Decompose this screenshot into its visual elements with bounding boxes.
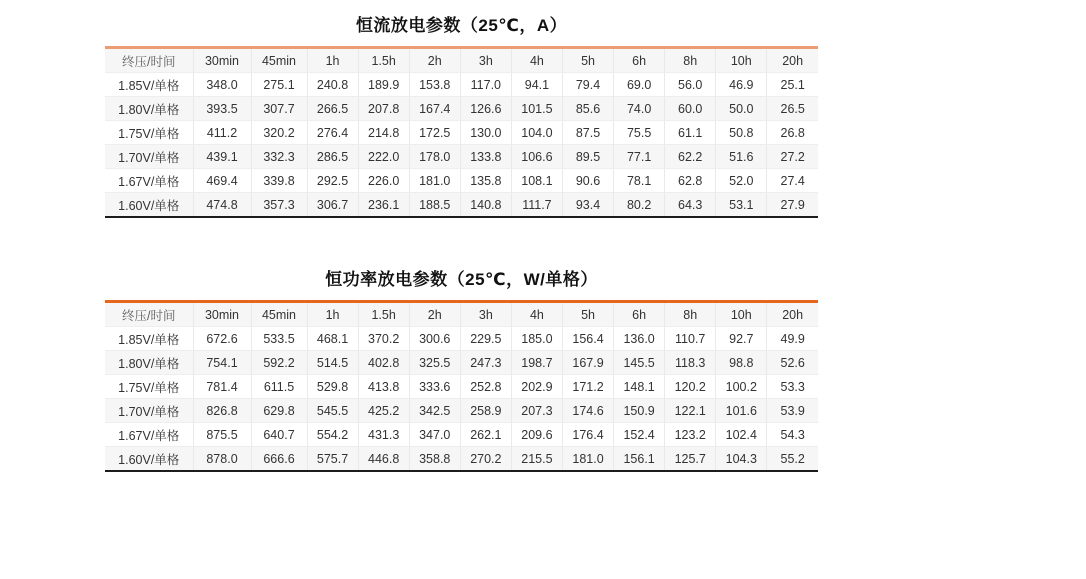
table-body [105, 73, 818, 218]
value-cell: 52.0 [716, 169, 767, 193]
value-cell: 529.8 [307, 375, 358, 399]
row-label-cell: 1.75V/单格 [105, 121, 193, 145]
value-cell: 90.6 [562, 169, 613, 193]
row-label-cell: 1.70V/单格 [105, 399, 193, 423]
value-cell: 75.5 [614, 121, 665, 145]
value-cell: 240.8 [307, 73, 358, 97]
value-cell: 102.4 [716, 423, 767, 447]
value-cell: 469.4 [193, 169, 251, 193]
value-cell: 153.8 [409, 73, 460, 97]
value-cell: 61.1 [665, 121, 716, 145]
value-cell: 104.3 [716, 447, 767, 472]
value-cell: 575.7 [307, 447, 358, 472]
value-cell: 53.9 [767, 399, 818, 423]
value-cell: 130.0 [460, 121, 511, 145]
value-cell: 226.0 [358, 169, 409, 193]
value-cell: 286.5 [307, 145, 358, 169]
value-cell: 94.1 [511, 73, 562, 97]
table-row [105, 73, 818, 97]
value-cell: 214.8 [358, 121, 409, 145]
value-cell: 56.0 [665, 73, 716, 97]
value-cell: 171.2 [562, 375, 613, 399]
value-cell: 198.7 [511, 351, 562, 375]
column-header-cell: 30min [193, 302, 251, 327]
table-row [105, 351, 818, 375]
value-cell: 152.4 [614, 423, 665, 447]
value-cell: 25.1 [767, 73, 818, 97]
value-cell: 300.6 [409, 327, 460, 351]
column-header-cell: 3h [460, 48, 511, 73]
value-cell: 145.5 [614, 351, 665, 375]
value-cell: 181.0 [562, 447, 613, 472]
value-cell: 185.0 [511, 327, 562, 351]
value-cell: 629.8 [251, 399, 307, 423]
value-cell: 110.7 [665, 327, 716, 351]
value-cell: 174.6 [562, 399, 613, 423]
value-cell: 53.1 [716, 193, 767, 218]
value-cell: 126.6 [460, 97, 511, 121]
value-cell: 156.4 [562, 327, 613, 351]
value-cell: 270.2 [460, 447, 511, 472]
value-cell: 292.5 [307, 169, 358, 193]
value-cell: 348.0 [193, 73, 251, 97]
column-header-cell: 30min [193, 48, 251, 73]
value-cell: 222.0 [358, 145, 409, 169]
value-cell: 320.2 [251, 121, 307, 145]
value-cell: 306.7 [307, 193, 358, 218]
row-label-cell: 1.80V/单格 [105, 97, 193, 121]
value-cell: 92.7 [716, 327, 767, 351]
value-cell: 826.8 [193, 399, 251, 423]
value-cell: 123.2 [665, 423, 716, 447]
value-cell: 125.7 [665, 447, 716, 472]
value-cell: 342.5 [409, 399, 460, 423]
value-cell: 111.7 [511, 193, 562, 218]
value-cell: 262.1 [460, 423, 511, 447]
value-cell: 611.5 [251, 375, 307, 399]
value-cell: 207.8 [358, 97, 409, 121]
column-header-cell: 2h [409, 48, 460, 73]
value-cell: 167.9 [562, 351, 613, 375]
value-cell: 27.9 [767, 193, 818, 218]
value-cell: 120.2 [665, 375, 716, 399]
row-label-cell: 1.67V/单格 [105, 423, 193, 447]
table-row [105, 121, 818, 145]
column-header-cell: 10h [716, 48, 767, 73]
header-row [105, 48, 818, 73]
column-header-cell: 6h [614, 302, 665, 327]
constant-current-discharge-table [105, 46, 818, 218]
value-cell: 411.2 [193, 121, 251, 145]
value-cell: 325.5 [409, 351, 460, 375]
value-cell: 122.1 [665, 399, 716, 423]
table-row [105, 169, 818, 193]
constant-current-section [0, 0, 1086, 218]
value-cell: 209.6 [511, 423, 562, 447]
table-header [105, 302, 818, 327]
value-cell: 27.4 [767, 169, 818, 193]
value-cell: 431.3 [358, 423, 409, 447]
value-cell: 357.3 [251, 193, 307, 218]
column-header-cell: 20h [767, 48, 818, 73]
column-header-cell: 1h [307, 48, 358, 73]
table-row [105, 375, 818, 399]
value-cell: 89.5 [562, 145, 613, 169]
column-header-cell: 45min [251, 302, 307, 327]
column-header-cell: 1h [307, 302, 358, 327]
value-cell: 80.2 [614, 193, 665, 218]
table-row [105, 193, 818, 218]
value-cell: 108.1 [511, 169, 562, 193]
column-header-cell: 5h [562, 302, 613, 327]
value-cell: 85.6 [562, 97, 613, 121]
value-cell: 26.8 [767, 121, 818, 145]
row-label-cell: 1.70V/单格 [105, 145, 193, 169]
row-label-cell: 1.60V/单格 [105, 193, 193, 218]
value-cell: 215.5 [511, 447, 562, 472]
value-cell: 307.7 [251, 97, 307, 121]
value-cell: 514.5 [307, 351, 358, 375]
table-row [105, 447, 818, 472]
value-cell: 64.3 [665, 193, 716, 218]
value-cell: 27.2 [767, 145, 818, 169]
table-header [105, 48, 818, 73]
value-cell: 178.0 [409, 145, 460, 169]
table-body [105, 327, 818, 472]
table-row [105, 399, 818, 423]
value-cell: 370.2 [358, 327, 409, 351]
column-header-cell: 20h [767, 302, 818, 327]
value-cell: 87.5 [562, 121, 613, 145]
value-cell: 101.6 [716, 399, 767, 423]
value-cell: 672.6 [193, 327, 251, 351]
table-row [105, 423, 818, 447]
value-cell: 46.9 [716, 73, 767, 97]
row-label-cell: 1.85V/单格 [105, 327, 193, 351]
value-cell: 754.1 [193, 351, 251, 375]
value-cell: 474.8 [193, 193, 251, 218]
value-cell: 98.8 [716, 351, 767, 375]
column-header-cell: 1.5h [358, 302, 409, 327]
value-cell: 176.4 [562, 423, 613, 447]
value-cell: 413.8 [358, 375, 409, 399]
value-cell: 156.1 [614, 447, 665, 472]
value-cell: 393.5 [193, 97, 251, 121]
value-cell: 545.5 [307, 399, 358, 423]
value-cell: 148.1 [614, 375, 665, 399]
value-cell: 875.5 [193, 423, 251, 447]
value-cell: 78.1 [614, 169, 665, 193]
table-row [105, 327, 818, 351]
column-header-cell: 45min [251, 48, 307, 73]
row-label-cell: 1.80V/单格 [105, 351, 193, 375]
value-cell: 26.5 [767, 97, 818, 121]
value-cell: 167.4 [409, 97, 460, 121]
value-cell: 77.1 [614, 145, 665, 169]
value-cell: 207.3 [511, 399, 562, 423]
value-cell: 189.9 [358, 73, 409, 97]
value-cell: 49.9 [767, 327, 818, 351]
value-cell: 52.6 [767, 351, 818, 375]
value-cell: 333.6 [409, 375, 460, 399]
value-cell: 554.2 [307, 423, 358, 447]
column-header-cell: 6h [614, 48, 665, 73]
column-header-cell: 4h [511, 302, 562, 327]
value-cell: 402.8 [358, 351, 409, 375]
column-header-cell: 4h [511, 48, 562, 73]
value-cell: 74.0 [614, 97, 665, 121]
value-cell: 117.0 [460, 73, 511, 97]
row-label-cell: 1.60V/单格 [105, 447, 193, 472]
value-cell: 140.8 [460, 193, 511, 218]
row-label-cell: 1.75V/单格 [105, 375, 193, 399]
value-cell: 276.4 [307, 121, 358, 145]
value-cell: 439.1 [193, 145, 251, 169]
header-row [105, 302, 818, 327]
value-cell: 640.7 [251, 423, 307, 447]
value-cell: 62.8 [665, 169, 716, 193]
value-cell: 54.3 [767, 423, 818, 447]
value-cell: 247.3 [460, 351, 511, 375]
value-cell: 181.0 [409, 169, 460, 193]
constant-power-discharge-table [105, 300, 818, 472]
value-cell: 258.9 [460, 399, 511, 423]
column-header-cell: 10h [716, 302, 767, 327]
value-cell: 229.5 [460, 327, 511, 351]
constant-current-table-title: 恒流放电参数（25℃，A） [355, 16, 568, 35]
value-cell: 878.0 [193, 447, 251, 472]
table-row [105, 97, 818, 121]
constant-power-section [0, 218, 1086, 472]
value-cell: 332.3 [251, 145, 307, 169]
value-cell: 100.2 [716, 375, 767, 399]
value-cell: 468.1 [307, 327, 358, 351]
value-cell: 425.2 [358, 399, 409, 423]
value-cell: 135.8 [460, 169, 511, 193]
value-cell: 136.0 [614, 327, 665, 351]
column-header-cell: 8h [665, 48, 716, 73]
table-row [105, 145, 818, 169]
value-cell: 252.8 [460, 375, 511, 399]
value-cell: 104.0 [511, 121, 562, 145]
value-cell: 133.8 [460, 145, 511, 169]
row-label-cell: 1.85V/单格 [105, 73, 193, 97]
constant-power-table-title: 恒功率放电参数（25℃，W/单格） [325, 270, 598, 289]
corner-header-cell: 终压/时间 [105, 302, 193, 327]
value-cell: 101.5 [511, 97, 562, 121]
value-cell: 188.5 [409, 193, 460, 218]
corner-header-cell: 终压/时间 [105, 48, 193, 73]
value-cell: 60.0 [665, 97, 716, 121]
column-header-cell: 2h [409, 302, 460, 327]
value-cell: 347.0 [409, 423, 460, 447]
value-cell: 358.8 [409, 447, 460, 472]
row-label-cell: 1.67V/单格 [105, 169, 193, 193]
value-cell: 275.1 [251, 73, 307, 97]
value-cell: 266.5 [307, 97, 358, 121]
column-header-cell: 3h [460, 302, 511, 327]
value-cell: 50.8 [716, 121, 767, 145]
value-cell: 51.6 [716, 145, 767, 169]
value-cell: 50.0 [716, 97, 767, 121]
value-cell: 150.9 [614, 399, 665, 423]
column-header-cell: 8h [665, 302, 716, 327]
column-header-cell: 1.5h [358, 48, 409, 73]
value-cell: 592.2 [251, 351, 307, 375]
value-cell: 62.2 [665, 145, 716, 169]
value-cell: 172.5 [409, 121, 460, 145]
value-cell: 69.0 [614, 73, 665, 97]
value-cell: 53.3 [767, 375, 818, 399]
column-header-cell: 5h [562, 48, 613, 73]
value-cell: 202.9 [511, 375, 562, 399]
value-cell: 79.4 [562, 73, 613, 97]
value-cell: 236.1 [358, 193, 409, 218]
value-cell: 55.2 [767, 447, 818, 472]
value-cell: 93.4 [562, 193, 613, 218]
value-cell: 106.6 [511, 145, 562, 169]
value-cell: 666.6 [251, 447, 307, 472]
value-cell: 118.3 [665, 351, 716, 375]
value-cell: 339.8 [251, 169, 307, 193]
value-cell: 446.8 [358, 447, 409, 472]
value-cell: 533.5 [251, 327, 307, 351]
value-cell: 781.4 [193, 375, 251, 399]
